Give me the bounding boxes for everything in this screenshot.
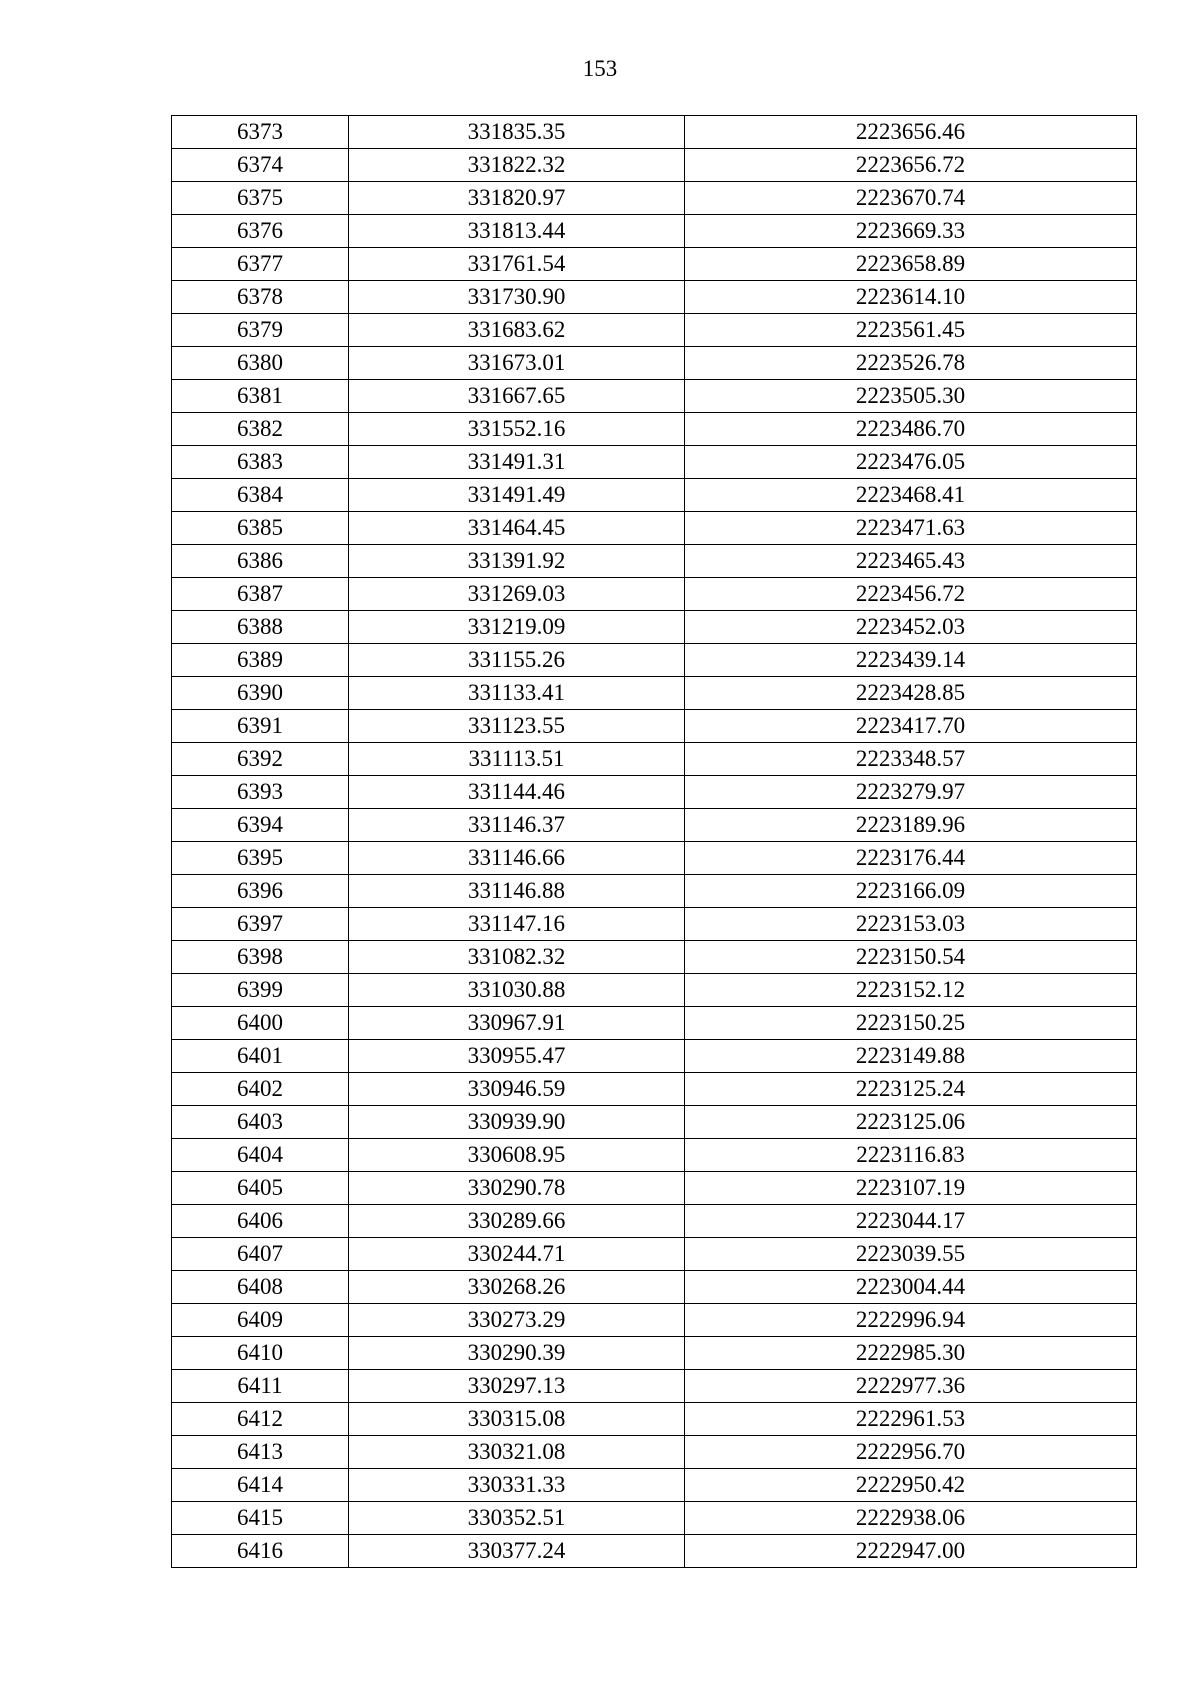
x-coordinate-cell: 331030.88 xyxy=(349,974,685,1007)
y-coordinate-cell: 2223471.63 xyxy=(685,512,1137,545)
point-number-cell: 6409 xyxy=(172,1304,349,1337)
y-coordinate-cell: 2222961.53 xyxy=(685,1403,1137,1436)
table-row xyxy=(172,479,1137,512)
x-coordinate-cell: 331835.35 xyxy=(349,116,685,149)
table-row xyxy=(172,908,1137,941)
y-coordinate-cell: 2223279.97 xyxy=(685,776,1137,809)
x-coordinate-cell: 331464.45 xyxy=(349,512,685,545)
table-row xyxy=(172,1073,1137,1106)
table-row xyxy=(172,1370,1137,1403)
x-coordinate-cell: 330290.78 xyxy=(349,1172,685,1205)
x-coordinate-cell: 331813.44 xyxy=(349,215,685,248)
x-coordinate-cell: 331822.32 xyxy=(349,149,685,182)
y-coordinate-cell: 2223456.72 xyxy=(685,578,1137,611)
point-number-cell: 6415 xyxy=(172,1502,349,1535)
y-coordinate-cell: 2223348.57 xyxy=(685,743,1137,776)
x-coordinate-cell: 331269.03 xyxy=(349,578,685,611)
table-row xyxy=(172,314,1137,347)
point-number-cell: 6395 xyxy=(172,842,349,875)
table-row xyxy=(172,1271,1137,1304)
point-number-cell: 6406 xyxy=(172,1205,349,1238)
table-row xyxy=(172,677,1137,710)
x-coordinate-cell: 330297.13 xyxy=(349,1370,685,1403)
x-coordinate-cell: 330244.71 xyxy=(349,1238,685,1271)
y-coordinate-cell: 2223152.12 xyxy=(685,974,1137,1007)
x-coordinate-cell: 331113.51 xyxy=(349,743,685,776)
page-number: 153 xyxy=(582,56,618,81)
point-number-cell: 6413 xyxy=(172,1436,349,1469)
table-row xyxy=(172,611,1137,644)
y-coordinate-cell: 2223428.85 xyxy=(685,677,1137,710)
table-row xyxy=(172,149,1137,182)
coordinates-table-body xyxy=(172,116,1137,1568)
x-coordinate-cell: 330268.26 xyxy=(349,1271,685,1304)
y-coordinate-cell: 2223039.55 xyxy=(685,1238,1137,1271)
table-row xyxy=(172,512,1137,545)
table-row xyxy=(172,248,1137,281)
table-row xyxy=(172,578,1137,611)
point-number-cell: 6402 xyxy=(172,1073,349,1106)
y-coordinate-cell: 2223176.44 xyxy=(685,842,1137,875)
table-row xyxy=(172,1205,1137,1238)
y-coordinate-cell: 2223614.10 xyxy=(685,281,1137,314)
x-coordinate-cell: 331552.16 xyxy=(349,413,685,446)
table-row xyxy=(172,1535,1137,1568)
x-coordinate-cell: 330273.29 xyxy=(349,1304,685,1337)
y-coordinate-cell: 2223417.70 xyxy=(685,710,1137,743)
y-coordinate-cell: 2223670.74 xyxy=(685,182,1137,215)
y-coordinate-cell: 2222938.06 xyxy=(685,1502,1137,1535)
point-number-cell: 6390 xyxy=(172,677,349,710)
table-row xyxy=(172,1304,1137,1337)
point-number-cell: 6378 xyxy=(172,281,349,314)
table-row xyxy=(172,413,1137,446)
x-coordinate-cell: 331730.90 xyxy=(349,281,685,314)
table-row xyxy=(172,1403,1137,1436)
point-number-cell: 6387 xyxy=(172,578,349,611)
point-number-cell: 6380 xyxy=(172,347,349,380)
point-number-cell: 6412 xyxy=(172,1403,349,1436)
point-number-cell: 6407 xyxy=(172,1238,349,1271)
y-coordinate-cell: 2223150.25 xyxy=(685,1007,1137,1040)
y-coordinate-cell: 2223669.33 xyxy=(685,215,1137,248)
table-row xyxy=(172,941,1137,974)
x-coordinate-cell: 330608.95 xyxy=(349,1139,685,1172)
x-coordinate-cell: 331155.26 xyxy=(349,644,685,677)
point-number-cell: 6403 xyxy=(172,1106,349,1139)
point-number-cell: 6381 xyxy=(172,380,349,413)
table-row xyxy=(172,347,1137,380)
y-coordinate-cell: 2223439.14 xyxy=(685,644,1137,677)
table-row xyxy=(172,974,1137,1007)
table-row xyxy=(172,1007,1137,1040)
point-number-cell: 6416 xyxy=(172,1535,349,1568)
point-number-cell: 6405 xyxy=(172,1172,349,1205)
point-number-cell: 6388 xyxy=(172,611,349,644)
y-coordinate-cell: 2223125.24 xyxy=(685,1073,1137,1106)
x-coordinate-cell: 330955.47 xyxy=(349,1040,685,1073)
y-coordinate-cell: 2223656.72 xyxy=(685,149,1137,182)
table-row xyxy=(172,809,1137,842)
y-coordinate-cell: 2223044.17 xyxy=(685,1205,1137,1238)
point-number-cell: 6394 xyxy=(172,809,349,842)
y-coordinate-cell: 2222950.42 xyxy=(685,1469,1137,1502)
x-coordinate-cell: 331123.55 xyxy=(349,710,685,743)
y-coordinate-cell: 2223166.09 xyxy=(685,875,1137,908)
x-coordinate-cell: 331761.54 xyxy=(349,248,685,281)
table-row xyxy=(172,182,1137,215)
y-coordinate-cell: 2223004.44 xyxy=(685,1271,1137,1304)
x-coordinate-cell: 331491.49 xyxy=(349,479,685,512)
x-coordinate-cell: 330946.59 xyxy=(349,1073,685,1106)
x-coordinate-cell: 330967.91 xyxy=(349,1007,685,1040)
point-number-cell: 6373 xyxy=(172,116,349,149)
x-coordinate-cell: 331673.01 xyxy=(349,347,685,380)
x-coordinate-cell: 331146.88 xyxy=(349,875,685,908)
x-coordinate-cell: 331147.16 xyxy=(349,908,685,941)
y-coordinate-cell: 2223107.19 xyxy=(685,1172,1137,1205)
y-coordinate-cell: 2222947.00 xyxy=(685,1535,1137,1568)
point-number-cell: 6392 xyxy=(172,743,349,776)
point-number-cell: 6401 xyxy=(172,1040,349,1073)
point-number-cell: 6410 xyxy=(172,1337,349,1370)
point-number-cell: 6377 xyxy=(172,248,349,281)
x-coordinate-cell: 331820.97 xyxy=(349,182,685,215)
point-number-cell: 6391 xyxy=(172,710,349,743)
y-coordinate-cell: 2222996.94 xyxy=(685,1304,1137,1337)
point-number-cell: 6398 xyxy=(172,941,349,974)
table-row xyxy=(172,215,1137,248)
x-coordinate-cell: 330377.24 xyxy=(349,1535,685,1568)
y-coordinate-cell: 2223658.89 xyxy=(685,248,1137,281)
point-number-cell: 6393 xyxy=(172,776,349,809)
table-row xyxy=(172,446,1137,479)
y-coordinate-cell: 2223189.96 xyxy=(685,809,1137,842)
table-row xyxy=(172,1172,1137,1205)
coordinates-table xyxy=(171,115,1137,1568)
point-number-cell: 6397 xyxy=(172,908,349,941)
point-number-cell: 6385 xyxy=(172,512,349,545)
table-row xyxy=(172,743,1137,776)
table-row xyxy=(172,1139,1137,1172)
table-row xyxy=(172,875,1137,908)
y-coordinate-cell: 2222977.36 xyxy=(685,1370,1137,1403)
x-coordinate-cell: 331491.31 xyxy=(349,446,685,479)
point-number-cell: 6396 xyxy=(172,875,349,908)
y-coordinate-cell: 2223526.78 xyxy=(685,347,1137,380)
y-coordinate-cell: 2223468.41 xyxy=(685,479,1137,512)
table-row xyxy=(172,380,1137,413)
y-coordinate-cell: 2223150.54 xyxy=(685,941,1137,974)
table-row xyxy=(172,1040,1137,1073)
x-coordinate-cell: 331683.62 xyxy=(349,314,685,347)
table-row xyxy=(172,545,1137,578)
y-coordinate-cell: 2223465.43 xyxy=(685,545,1137,578)
point-number-cell: 6408 xyxy=(172,1271,349,1304)
x-coordinate-cell: 330352.51 xyxy=(349,1502,685,1535)
y-coordinate-cell: 2223561.45 xyxy=(685,314,1137,347)
y-coordinate-cell: 2223149.88 xyxy=(685,1040,1137,1073)
y-coordinate-cell: 2223153.03 xyxy=(685,908,1137,941)
x-coordinate-cell: 331144.46 xyxy=(349,776,685,809)
point-number-cell: 6379 xyxy=(172,314,349,347)
y-coordinate-cell: 2223116.83 xyxy=(685,1139,1137,1172)
table-row xyxy=(172,116,1137,149)
table-row xyxy=(172,1436,1137,1469)
y-coordinate-cell: 2222985.30 xyxy=(685,1337,1137,1370)
point-number-cell: 6383 xyxy=(172,446,349,479)
point-number-cell: 6414 xyxy=(172,1469,349,1502)
x-coordinate-cell: 331667.65 xyxy=(349,380,685,413)
y-coordinate-cell: 2223656.46 xyxy=(685,116,1137,149)
x-coordinate-cell: 331391.92 xyxy=(349,545,685,578)
point-number-cell: 6384 xyxy=(172,479,349,512)
table-row xyxy=(172,1469,1137,1502)
y-coordinate-cell: 2223125.06 xyxy=(685,1106,1137,1139)
x-coordinate-cell: 331082.32 xyxy=(349,941,685,974)
point-number-cell: 6376 xyxy=(172,215,349,248)
point-number-cell: 6411 xyxy=(172,1370,349,1403)
x-coordinate-cell: 330321.08 xyxy=(349,1436,685,1469)
x-coordinate-cell: 331146.37 xyxy=(349,809,685,842)
point-number-cell: 6400 xyxy=(172,1007,349,1040)
x-coordinate-cell: 330939.90 xyxy=(349,1106,685,1139)
point-number-cell: 6375 xyxy=(172,182,349,215)
table-row xyxy=(172,281,1137,314)
point-number-cell: 6389 xyxy=(172,644,349,677)
table-row xyxy=(172,842,1137,875)
y-coordinate-cell: 2223476.05 xyxy=(685,446,1137,479)
y-coordinate-cell: 2223505.30 xyxy=(685,380,1137,413)
x-coordinate-cell: 330331.33 xyxy=(349,1469,685,1502)
table-row xyxy=(172,644,1137,677)
table-row xyxy=(172,1238,1137,1271)
x-coordinate-cell: 330290.39 xyxy=(349,1337,685,1370)
table-row xyxy=(172,1337,1137,1370)
point-number-cell: 6399 xyxy=(172,974,349,1007)
x-coordinate-cell: 331219.09 xyxy=(349,611,685,644)
table-row xyxy=(172,776,1137,809)
point-number-cell: 6374 xyxy=(172,149,349,182)
table-row xyxy=(172,1502,1137,1535)
table-row xyxy=(172,710,1137,743)
x-coordinate-cell: 330289.66 xyxy=(349,1205,685,1238)
y-coordinate-cell: 2223486.70 xyxy=(685,413,1137,446)
x-coordinate-cell: 330315.08 xyxy=(349,1403,685,1436)
point-number-cell: 6386 xyxy=(172,545,349,578)
table-row xyxy=(172,1106,1137,1139)
x-coordinate-cell: 331146.66 xyxy=(349,842,685,875)
x-coordinate-cell: 331133.41 xyxy=(349,677,685,710)
y-coordinate-cell: 2222956.70 xyxy=(685,1436,1137,1469)
y-coordinate-cell: 2223452.03 xyxy=(685,611,1137,644)
point-number-cell: 6382 xyxy=(172,413,349,446)
point-number-cell: 6404 xyxy=(172,1139,349,1172)
